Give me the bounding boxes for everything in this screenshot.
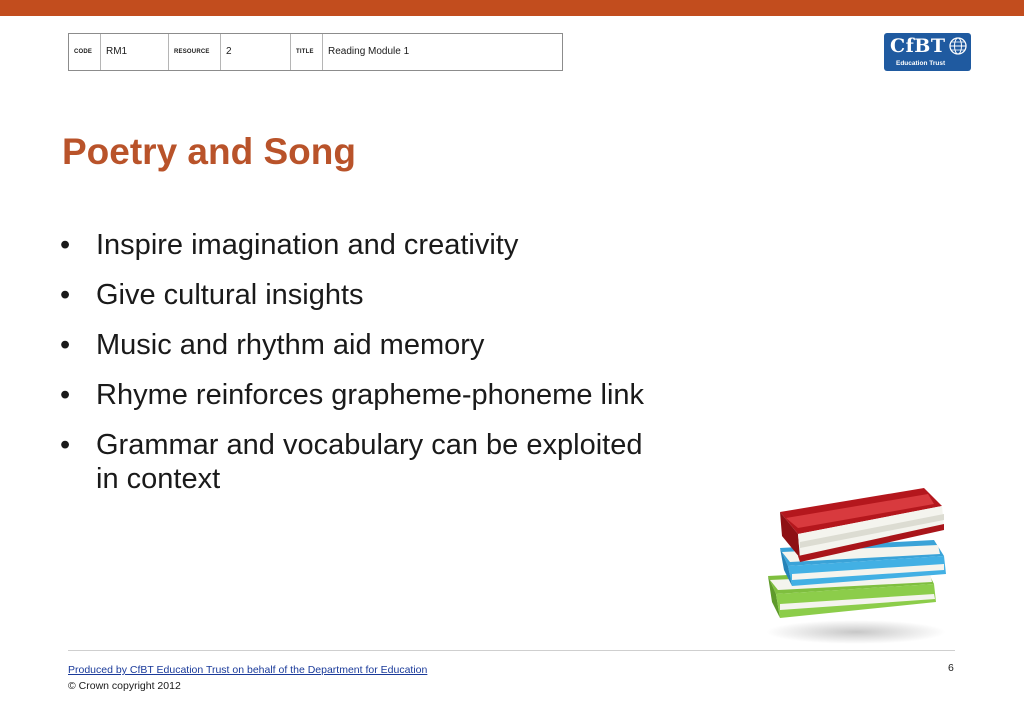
logo-subtitle: Education Trust: [896, 60, 946, 67]
slide-title: Poetry and Song: [62, 131, 356, 172]
resource-info-table: [68, 33, 563, 71]
footer-copyright: © Crown copyright 2012: [68, 680, 181, 692]
globe-icon: [948, 36, 968, 56]
code-value: RM1: [101, 34, 169, 70]
top-accent-bar: [0, 0, 1024, 16]
bullet-text: Inspire imagination and creativity: [96, 229, 519, 261]
bullet-text: Grammar and vocabulary can be exploited in context: [96, 429, 643, 495]
bullet-item: [60, 328, 780, 362]
bullet-text: Rhyme reinforces grapheme-phoneme link: [96, 379, 645, 411]
footer-divider: [68, 650, 955, 651]
resource-value: 2: [221, 34, 291, 70]
books-stack-icon: [758, 484, 954, 644]
logo-wordmark: CfBT: [890, 35, 946, 57]
bullet-dot: •: [60, 329, 71, 361]
bullet-dot: •: [60, 279, 71, 311]
page-number: 6: [948, 662, 954, 674]
footer-credit-link[interactable]: Produced by CfBT Education Trust on behalf of the Department for Education: [68, 664, 428, 676]
bullet-dot: •: [60, 379, 71, 411]
code-label: CODE: [69, 34, 101, 70]
bullet-text: Music and rhythm aid memory: [96, 329, 485, 361]
bullet-item: [60, 278, 780, 312]
bullet-item: [60, 378, 780, 412]
resource-label: RESOURCE: [169, 34, 221, 70]
bullet-list: [60, 228, 780, 512]
bullet-dot: •: [60, 229, 71, 261]
bullet-item: [60, 228, 780, 262]
bullet-item: [60, 428, 656, 496]
title-label: TITLE: [291, 34, 323, 70]
title-value: Reading Module 1: [328, 46, 410, 57]
bullet-dot: •: [60, 429, 71, 461]
bullet-text: Give cultural insights: [96, 279, 364, 311]
cfbt-logo: [884, 33, 971, 71]
